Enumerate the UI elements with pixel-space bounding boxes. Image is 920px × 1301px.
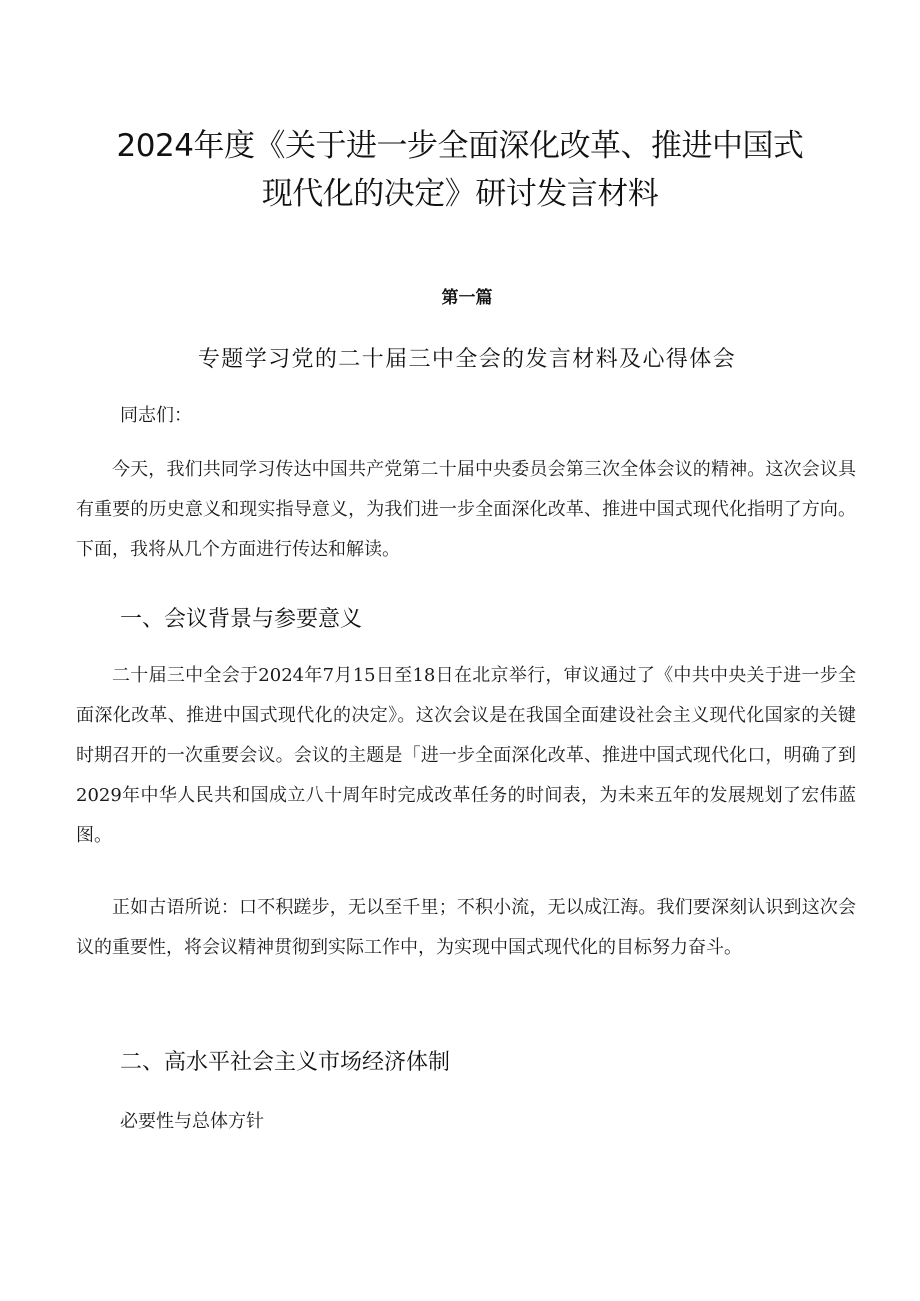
- section-1-paragraph-2: 正如古语所说：口不积蹉步，无以至千里；不积小流，无以成江海。我们要深刻认识到这次会议的重要性，将会议精神贯彻到实际工作中，为实现中国式现代化的目标努力奋斗。: [76, 897, 856, 958]
- document-subtitle: 专题学习党的二十届三中全会的发言材料及心得体会: [197, 347, 737, 372]
- salutation: 同志们：: [120, 405, 192, 426]
- section-2-subheading: 必要性与总体方针: [120, 1111, 264, 1132]
- intro-paragraph: 今天，我们共同学习传达中国共产党第二十届中央委员会第三次全体会议的精神。这次会议具有重要的历史意义和现实指导意义，为我们进一步全面深化改革、推进中国式现代化指明了方向。下面，我将从几个方面进行传达和解读。: [76, 459, 856, 560]
- section-2-heading: 二、高水平社会主义市场经济体制: [120, 1050, 451, 1075]
- part-label: 第一篇: [441, 288, 493, 308]
- section-1-heading: 一、会议背景与参要意义: [120, 607, 363, 632]
- document-title: 2024年度《关于进一步全面深化改革、推进中国式现代化的决定》研讨发言材料: [116, 128, 804, 212]
- section-1-paragraph-1: 二十届三中全会于2024年7月15日至18日在北京举行，审议通过了《中共中央关于进一步全面深化改革、推进中国式现代化的决定》。这次会议是在我国全面建设社会主义现代化国家的关键时期召开的一次重要会议。会议的主题是「进一步全面深化改革、推进中国式现代化口，明确了到2029年中华人民共和国成立八十周年时完成改革任务的时间表，为未来五年的发展规划了宏伟蓝图。: [76, 665, 856, 846]
